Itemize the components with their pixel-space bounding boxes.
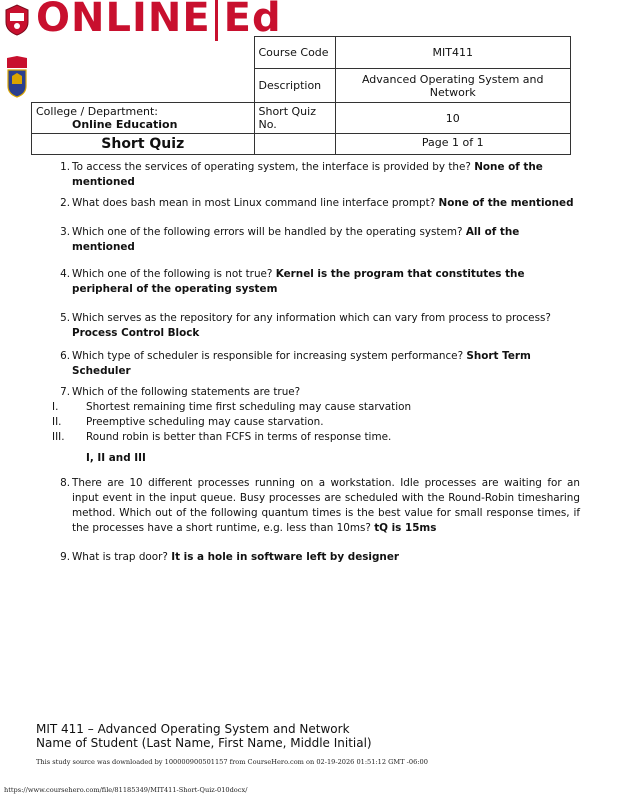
- question-item: 9. What is trap door? It is a hole in software left by designer: [60, 551, 399, 563]
- question-item: 2. What does bash mean in most Linux command line interface prompt? None of the mentioned: [60, 197, 574, 209]
- description-label: Description: [254, 69, 335, 103]
- empty-cell: [254, 134, 335, 155]
- logo-cell: [32, 37, 255, 103]
- footer-student-name: Name of Student (Last Name, First Name, Middle Initial): [36, 736, 372, 750]
- logo-ed-text: Ed: [215, 0, 282, 41]
- question-text: What does bash mean in most Linux command line interface prompt?: [72, 197, 439, 209]
- page-number: Page 1 of 1: [335, 134, 571, 155]
- description-value: Advanced Operating System and Network: [335, 69, 571, 103]
- question-text: Which of the following statements are true?: [72, 386, 301, 398]
- answer-text: tQ is 15ms: [374, 522, 437, 534]
- answer-text: Process Control Block: [72, 327, 200, 339]
- ama-crest-icon: [6, 56, 28, 98]
- question-item: 6. Which type of scheduler is responsible for increasing system performance? Short Term Scheduler: [60, 350, 531, 377]
- q7-answer: I, II and III: [86, 452, 146, 464]
- footer-course: MIT 411 – Advanced Operating System and Network: [36, 722, 350, 736]
- question-item: 4. Which one of the following is not true? Kernel is the program that constitutes the peripheral of the operating system: [60, 268, 525, 295]
- question-item: 3. Which one of the following errors will be handled by the operating system? All of the mentioned: [60, 226, 520, 253]
- question-item: 5. Which serves as the repository for any information which can vary from process to process? Process Control Block: [60, 312, 551, 339]
- q7-option: II. Preemptive scheduling may cause starvation.: [52, 416, 324, 428]
- header-logo: [0, 0, 282, 41]
- course-code-label: Course Code: [254, 37, 335, 69]
- answer-text: Short Term Scheduler: [72, 350, 531, 377]
- question-text: Which serves as the repository for any information which can vary from process to process?: [72, 312, 551, 324]
- college-value: Online Education: [72, 118, 178, 131]
- question-text: Which one of the following errors will be handled by the operating system?: [72, 226, 466, 238]
- page-title: Short Quiz: [32, 134, 255, 155]
- university-shield-icon: [4, 4, 30, 36]
- question-item: 7. Which of the following statements are true?: [60, 386, 301, 398]
- answer-text: None of the mentioned: [438, 197, 574, 209]
- quiz-no-label: Short Quiz No.: [254, 103, 335, 134]
- document-footer: [36, 722, 372, 750]
- q7-option: III. Round robin is better than FCFS in terms of response time.: [52, 431, 392, 443]
- course-code-value: MIT411: [335, 37, 571, 69]
- source-url[interactable]: https://www.coursehero.com/file/81185349/MIT411-Short-Quiz-010docx/: [4, 786, 248, 794]
- college-label: College / Department:: [36, 105, 159, 118]
- q7-option: I. Shortest remaining time first scheduling may cause starvation: [52, 401, 412, 413]
- question-text: There are 10 different processes running on a workstation. Idle processes are waiting for an input event in the input queue. Busy processes are scheduled with the Round-Robin timesharing method. Which out of the following quantum times is the best value for small response times, if the processes have a short runtime, e.g. less than 10ms?: [72, 477, 580, 534]
- question-text: Which type of scheduler is responsible for increasing system performance?: [72, 350, 467, 362]
- question-item: 8. There are 10 different processes running on a workstation. Idle processes are waiting for an input event in the input queue. Busy processes are scheduled with the Round-Robin timesharing method. Which out of the following quantum times is the best value for small response times, if the processes have a short runtime, e.g. less than 10ms? tQ is 15ms: [60, 477, 580, 534]
- college-cell: [32, 103, 255, 134]
- question-text: Which one of the following is not true?: [72, 268, 276, 280]
- logo-online-text: ONLINE: [36, 0, 211, 41]
- answer-text: It is a hole in software left by designer: [171, 551, 399, 563]
- question-text: To access the services of operating system, the interface is provided by the?: [72, 161, 475, 173]
- answer-text: Kernel is the program that constitutes the peripheral of the operating system: [72, 268, 525, 295]
- question-text: What is trap door?: [72, 551, 172, 563]
- question-item: 1. To access the services of operating system, the interface is provided by the? None of the mentioned: [60, 161, 543, 188]
- course-info-table: [31, 36, 571, 155]
- source-notice: This study source was downloaded by 100000900501157 from CourseHero.com on 02-19-2026 01:51:12 GMT -06:00: [36, 758, 428, 766]
- answer-text: All of the mentioned: [72, 226, 520, 253]
- quiz-no-value: 10: [335, 103, 571, 134]
- question-list: [40, 158, 580, 565]
- answer-text: None of the mentioned: [72, 161, 543, 188]
